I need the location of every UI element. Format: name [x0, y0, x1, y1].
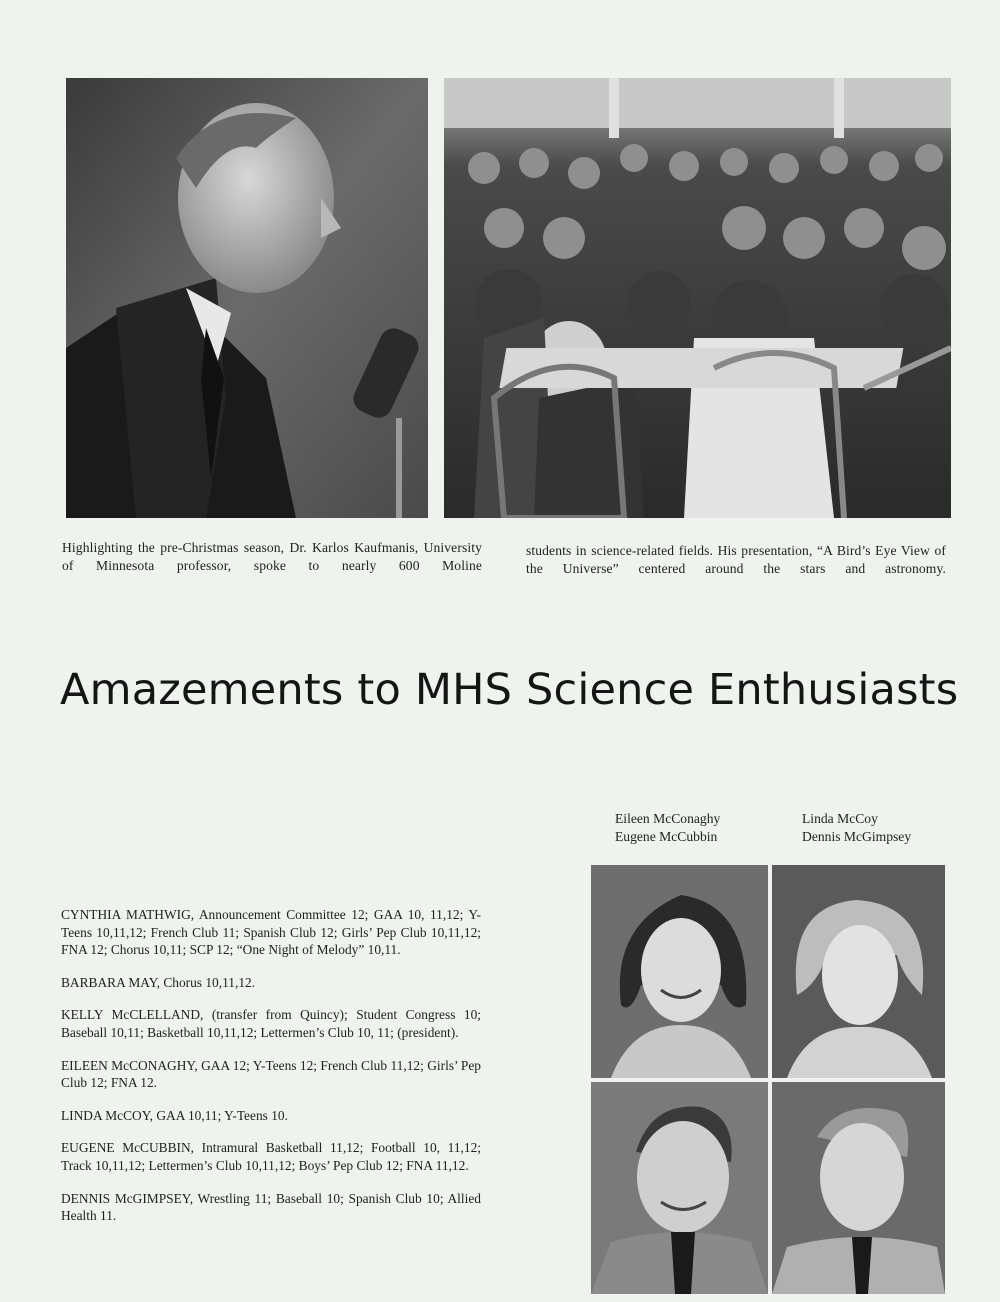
speaker-photo	[66, 78, 428, 518]
portrait-names-right	[802, 810, 911, 846]
bio-entry: EUGENE McCUBBIN, Intramural Basketball 11,12; Football 10, 11,12; Track 10,11,12; Lettermen’s Club 10,11,12; Boys’ Pep Club 12; FNA 11,12.	[61, 1140, 481, 1173]
portrait-name: Eileen McConaghy	[615, 811, 721, 826]
bio-entry: KELLY McCLELLAND, (transfer from Quincy); Student Congress 10; Baseball 10,11; Basketball 10,11,12; Lettermen’s Club 10, 11; (president).	[61, 1007, 481, 1040]
audience-photo	[444, 78, 951, 518]
portrait-names-left	[615, 810, 720, 846]
photo-caption-left: Highlighting the pre-Christmas season, Dr. Karlos Kaufmanis, University of Minnesota professor, spoke to nearly 600 Moline	[62, 540, 482, 573]
bio-entry: LINDA McCOY, GAA 10,11; Y-Teens 10.	[61, 1107, 288, 1123]
bio-entry: EILEEN McCONAGHY, GAA 12; Y-Teens 12; French Club 11,12; Girls’ Pep Club 12; FNA 12.	[61, 1057, 481, 1091]
photo-caption-right: students in science-related fields. His presentation, “A Bird’s Eye View of the Universe” centered around the stars and astronomy.	[526, 543, 946, 576]
portrait-name: Eugene McCubbin	[615, 829, 718, 844]
portrait-photo-eugene	[591, 1082, 768, 1294]
portrait-photo-linda	[772, 865, 945, 1078]
portrait-name: Dennis McGimpsey	[802, 829, 912, 844]
bio-entry: DENNIS McGIMPSEY, Wrestling 11; Baseball 10; Spanish Club 10; Allied Health 11.	[61, 1190, 481, 1224]
bio-entry: CYNTHIA MATHWIG, Announcement Committee 12; GAA 10, 11,12; Y-Teens 10,11,12; French Club 11; Spanish Club 12; Girls’ Pep Club 10,11,12; FNA 12; Chorus 10,11; SCP 12; “One Night of Melody” 10,11.	[61, 907, 481, 958]
bio-entry: BARBARA MAY, Chorus 10,11,12.	[61, 974, 256, 990]
student-bios	[61, 906, 481, 1240]
portrait-photo-dennis	[772, 1082, 945, 1294]
portrait-name: Linda McCoy	[802, 811, 878, 826]
portrait-photo-eileen	[591, 865, 768, 1078]
page-headline: Amazements to MHS Science Enthusiasts	[60, 665, 959, 715]
